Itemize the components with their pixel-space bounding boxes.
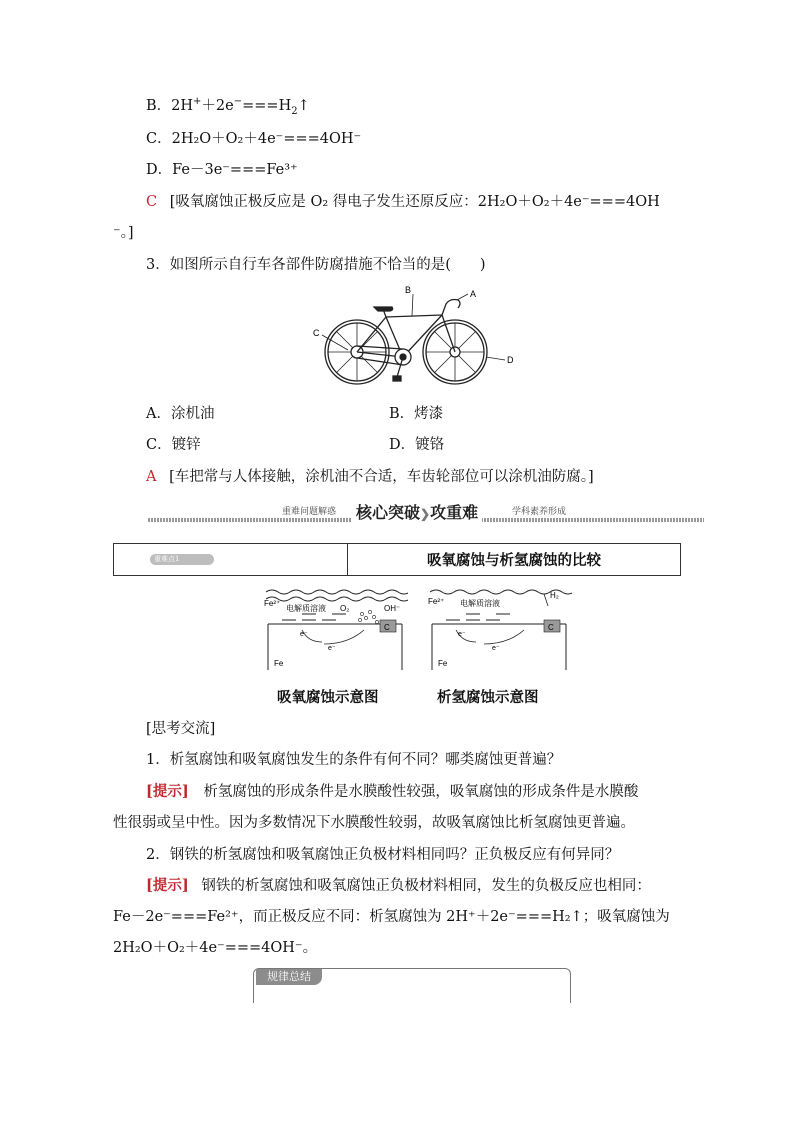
answer-q2-cont: ⁻。] bbox=[113, 225, 134, 241]
oxygen-corrosion-diagram bbox=[262, 586, 408, 674]
left-fe-ion: Fe²⁺ bbox=[264, 599, 281, 608]
left-c: C bbox=[384, 623, 390, 632]
topic-header bbox=[113, 543, 681, 576]
right-e1: e⁻ bbox=[458, 631, 466, 638]
bicycle-figure bbox=[300, 282, 530, 394]
left-oh: OH⁻ bbox=[384, 604, 401, 613]
a2-text: 钢铁的析氢腐蚀和吸氧腐蚀正负极材料相同，发生的负极反应也相同： bbox=[201, 878, 651, 894]
summary-label: 规律总结 bbox=[256, 969, 322, 985]
answer-letter: C bbox=[146, 194, 158, 210]
summary-box bbox=[253, 968, 571, 1003]
answer-q2 bbox=[146, 192, 660, 212]
discussion-a2-line2: Fe－2e⁻===Fe²⁺，而正极反应不同：析氢腐蚀为 2H⁺＋2e⁻===H₂↑；吸氧腐蚀为 bbox=[113, 909, 670, 925]
section-banner bbox=[148, 500, 704, 528]
hint-label: [提示] bbox=[146, 783, 189, 800]
hydrogen-corrosion-diagram bbox=[426, 586, 572, 674]
option-b: B．$2H^++2e^-===H_2↑$ bbox=[146, 96, 310, 117]
right-e2: e⁻ bbox=[492, 645, 500, 652]
left-e2: e⁻ bbox=[328, 645, 336, 652]
bike-label-d: D bbox=[507, 355, 514, 365]
answer-q3 bbox=[146, 467, 594, 487]
caption-hydrogen: 析氢腐蚀示意图 bbox=[437, 689, 539, 706]
q3-option-d: D．镀铬 bbox=[389, 437, 445, 453]
topic-title: 吸氧腐蚀与析氢腐蚀的比较 bbox=[427, 552, 601, 569]
bike-label-b: B bbox=[405, 285, 412, 295]
right-solution: 电解质溶液 bbox=[460, 599, 500, 608]
bike-label-c: C bbox=[313, 328, 320, 338]
option-c: C．2H₂O＋O₂＋4e⁻===4OH⁻ bbox=[146, 131, 362, 147]
option-d: D．Fe－3e⁻===Fe³⁺ bbox=[146, 162, 298, 178]
question-3-stem: 3．如图所示自行车各部件防腐措施不恰当的是( ) bbox=[146, 257, 486, 273]
discussion-a1-cont: 性很弱或呈中性。因为多数情况下水膜酸性较弱，故吸氧腐蚀比析氢腐蚀更普遍。 bbox=[113, 815, 635, 831]
banner-title: 核心突破❯攻重难 bbox=[352, 500, 482, 523]
discussion-q1: 1．析氢腐蚀和吸氧腐蚀发生的条件有何不同？哪类腐蚀更普遍？ bbox=[146, 752, 562, 768]
q3-option-c: C．镀锌 bbox=[146, 437, 201, 453]
a1-text: 析氢腐蚀的形成条件是水膜酸性较强，吸氧腐蚀的形成条件是水膜酸 bbox=[203, 784, 639, 800]
discussion-heading: [思考交流] bbox=[146, 721, 216, 737]
caption-oxygen: 吸氧腐蚀示意图 bbox=[277, 689, 379, 706]
answer-explanation: [车把常与人体接触，涂机油不合适，车齿轮部位可以涂机油防腐。] bbox=[169, 469, 594, 485]
banner-left-text: 重难问题解惑 bbox=[278, 504, 340, 517]
right-c: C bbox=[548, 623, 554, 632]
q3-option-a: A．涂机油 bbox=[146, 406, 215, 422]
hint-label: [提示] bbox=[146, 877, 189, 894]
discussion-q2: 2．钢铁的析氢腐蚀和吸氧腐蚀正负极材料相同吗？正负极反应有何异同？ bbox=[146, 847, 620, 863]
right-fe: Fe bbox=[438, 659, 448, 668]
topic-tag: 重难点1 bbox=[150, 554, 214, 565]
right-h2: H₂ bbox=[550, 591, 559, 600]
discussion-a2-line3: 2H₂O＋O₂＋4e⁻===4OH⁻。 bbox=[113, 940, 318, 956]
answer-letter: A bbox=[146, 469, 157, 485]
left-o2: O₂ bbox=[340, 604, 350, 613]
left-e1: e⁻ bbox=[300, 631, 308, 638]
left-solution: 电解质溶液 bbox=[286, 604, 326, 613]
left-fe: Fe bbox=[274, 659, 284, 668]
banner-right-text: 学科素养形成 bbox=[508, 504, 570, 517]
q3-option-b: B．烤漆 bbox=[389, 406, 444, 422]
discussion-a2 bbox=[146, 876, 651, 896]
bike-label-a: A bbox=[470, 289, 477, 299]
answer-explanation: [吸氧腐蚀正极反应是 O₂ 得电子发生还原反应：2H₂O＋O₂＋4e⁻===4OH bbox=[169, 194, 660, 210]
right-fe-ion: Fe²⁺ bbox=[428, 597, 445, 606]
discussion-a1 bbox=[146, 782, 638, 802]
